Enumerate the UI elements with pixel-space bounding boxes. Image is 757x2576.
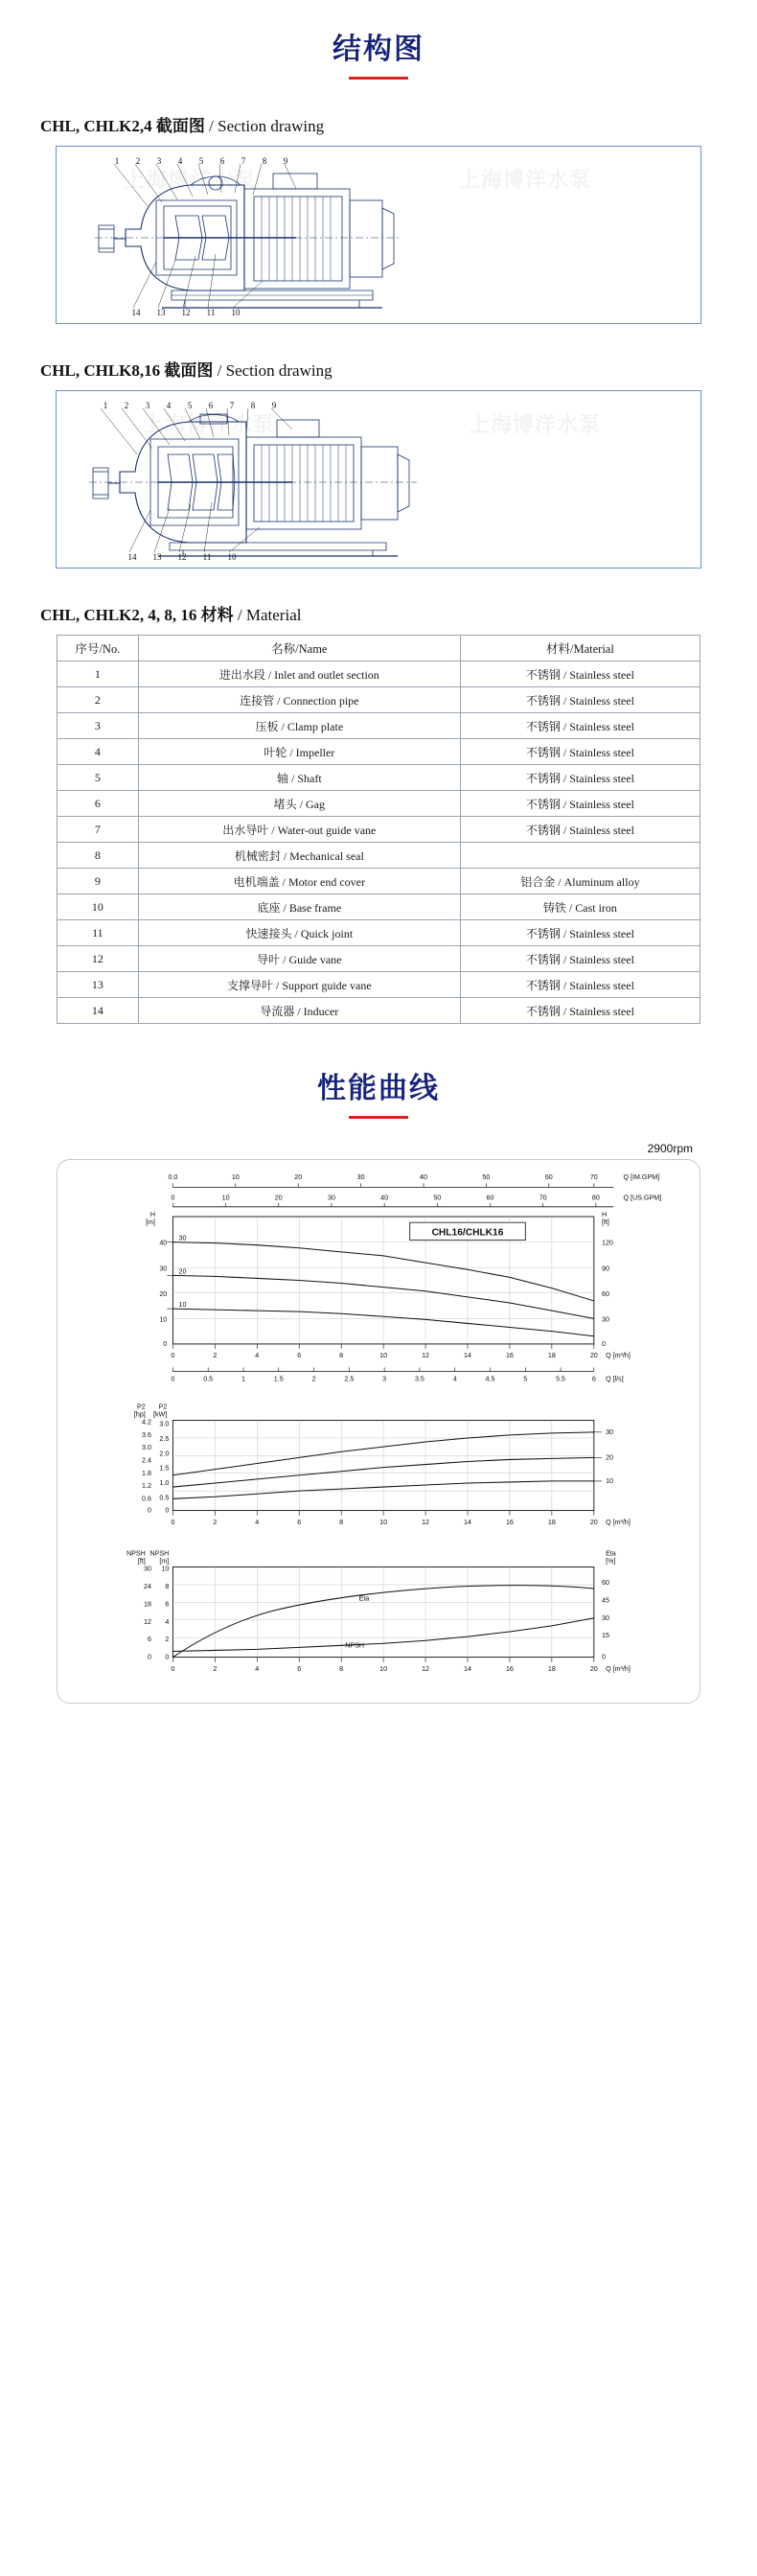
svg-text:4: 4 bbox=[165, 1618, 170, 1627]
svg-text:10: 10 bbox=[161, 1565, 170, 1573]
cell-no: 13 bbox=[57, 972, 139, 998]
svg-text:10: 10 bbox=[606, 1477, 614, 1485]
svg-text:2: 2 bbox=[213, 1518, 218, 1526]
section-title-structure: 结构图 bbox=[333, 34, 424, 65]
svg-text:2.0: 2.0 bbox=[159, 1450, 170, 1458]
pump-section-illustration-2 bbox=[57, 391, 700, 568]
cell-material: 不锈钢 / Stainless steel bbox=[460, 765, 700, 791]
cell-name: 进出水段 / Inlet and outlet section bbox=[138, 661, 460, 687]
svg-text:50: 50 bbox=[482, 1173, 491, 1182]
svg-text:40: 40 bbox=[159, 1239, 168, 1247]
svg-text:0: 0 bbox=[601, 1653, 606, 1661]
table-row bbox=[57, 765, 700, 791]
svg-text:0.5: 0.5 bbox=[159, 1494, 170, 1502]
svg-text:14: 14 bbox=[464, 1352, 471, 1360]
material-heading bbox=[40, 601, 757, 625]
drawing2-bottom-callouts: 14 13 12 11 10 bbox=[127, 552, 237, 562]
svg-text:0: 0 bbox=[165, 1506, 170, 1515]
svg-text:14: 14 bbox=[464, 1518, 471, 1526]
pump-section-illustration-1 bbox=[57, 147, 700, 323]
svg-text:24: 24 bbox=[143, 1583, 151, 1591]
drawing1-heading-en: / Section drawing bbox=[209, 117, 325, 135]
svg-text:[m]: [m] bbox=[146, 1218, 156, 1227]
cell-no: 9 bbox=[57, 869, 139, 894]
drawing2-heading-en: / Section drawing bbox=[217, 361, 333, 380]
svg-text:4: 4 bbox=[255, 1352, 260, 1360]
svg-text:20: 20 bbox=[159, 1289, 168, 1298]
cell-material: 不锈钢 / Stainless steel bbox=[460, 920, 700, 946]
cell-material: 不锈钢 / Stainless steel bbox=[460, 687, 700, 713]
svg-text:10: 10 bbox=[379, 1518, 388, 1526]
svg-text:6: 6 bbox=[297, 1665, 302, 1674]
section-drawing-chl2-4 bbox=[56, 146, 701, 324]
svg-text:Q [l/s]: Q [l/s] bbox=[606, 1375, 624, 1383]
drawing1-bottom-callouts: 14 13 12 11 10 bbox=[131, 308, 241, 317]
svg-text:30: 30 bbox=[327, 1194, 335, 1202]
svg-text:6: 6 bbox=[297, 1352, 302, 1360]
svg-text:30: 30 bbox=[606, 1427, 614, 1436]
table-row bbox=[57, 894, 700, 920]
svg-text:NPSH: NPSH bbox=[149, 1549, 170, 1558]
svg-text:60: 60 bbox=[544, 1173, 553, 1182]
section-drawing-chl8-16 bbox=[56, 390, 701, 569]
cell-name: 快速接头 / Quick joint bbox=[138, 920, 460, 946]
title-underline-2 bbox=[349, 1116, 408, 1119]
cell-name: 底座 / Base frame bbox=[138, 894, 460, 920]
cell-name: 导叶 / Guide vane bbox=[138, 946, 460, 972]
svg-text:20: 20 bbox=[589, 1352, 598, 1360]
svg-text:4.5: 4.5 bbox=[485, 1375, 495, 1383]
chart-model-label: CHL16/CHLK16 bbox=[431, 1227, 504, 1239]
svg-text:20: 20 bbox=[589, 1518, 598, 1526]
svg-text:45: 45 bbox=[601, 1596, 609, 1605]
svg-text:[ft]: [ft] bbox=[137, 1557, 146, 1566]
svg-text:0.6: 0.6 bbox=[141, 1495, 151, 1503]
svg-text:12: 12 bbox=[422, 1665, 430, 1674]
drawing2-heading-cn: CHL, CHLK8,16 截面图 bbox=[40, 361, 214, 380]
cell-no: 8 bbox=[57, 843, 139, 869]
svg-text:2: 2 bbox=[311, 1375, 316, 1383]
cell-name: 连接管 / Connection pipe bbox=[138, 687, 460, 713]
svg-text:12: 12 bbox=[422, 1352, 430, 1360]
svg-text:H: H bbox=[149, 1211, 156, 1219]
svg-text:70: 70 bbox=[589, 1173, 598, 1182]
cell-no: 11 bbox=[57, 920, 139, 946]
svg-text:30: 30 bbox=[356, 1173, 365, 1182]
svg-text:1.5: 1.5 bbox=[273, 1375, 284, 1383]
svg-text:30: 30 bbox=[159, 1265, 168, 1273]
cell-material: 不锈钢 / Stainless steel bbox=[460, 972, 700, 998]
watermark-2: 上海博洋水泵 bbox=[459, 168, 592, 192]
svg-text:3.6: 3.6 bbox=[141, 1430, 151, 1439]
svg-text:60: 60 bbox=[601, 1289, 609, 1298]
cell-material: 不锈钢 / Stainless steel bbox=[460, 998, 700, 1024]
svg-text:H: H bbox=[601, 1211, 608, 1219]
cell-name: 出水导叶 / Water-out guide vane bbox=[138, 817, 460, 843]
svg-text:1.5: 1.5 bbox=[159, 1464, 170, 1473]
table-row bbox=[57, 713, 700, 739]
material-table bbox=[57, 635, 700, 1024]
svg-text:6: 6 bbox=[591, 1375, 596, 1383]
cell-material: 铸铁 / Cast iron bbox=[460, 894, 700, 920]
table-row bbox=[57, 661, 700, 687]
svg-text:20: 20 bbox=[178, 1267, 187, 1276]
cell-material: 不锈钢 / Stainless steel bbox=[460, 791, 700, 817]
svg-text:2: 2 bbox=[213, 1352, 218, 1360]
svg-text:6: 6 bbox=[297, 1518, 302, 1526]
cell-name: 堵头 / Gag bbox=[138, 791, 460, 817]
svg-text:30: 30 bbox=[143, 1565, 151, 1573]
svg-text:4: 4 bbox=[255, 1518, 260, 1526]
svg-text:P2: P2 bbox=[137, 1403, 146, 1411]
svg-text:[%]: [%] bbox=[606, 1557, 616, 1566]
svg-text:18: 18 bbox=[547, 1518, 556, 1526]
svg-text:6: 6 bbox=[147, 1636, 151, 1644]
svg-text:[ft]: [ft] bbox=[601, 1218, 609, 1227]
svg-text:0.5: 0.5 bbox=[203, 1375, 214, 1383]
svg-text:[hp]: [hp] bbox=[133, 1410, 146, 1419]
cell-material bbox=[460, 843, 700, 869]
svg-text:16: 16 bbox=[505, 1352, 514, 1360]
svg-text:12: 12 bbox=[422, 1518, 430, 1526]
table-row bbox=[57, 687, 700, 713]
drawing2-heading bbox=[40, 357, 757, 381]
material-heading-en: / Material bbox=[237, 606, 302, 624]
svg-text:Eta: Eta bbox=[606, 1549, 616, 1558]
svg-text:8: 8 bbox=[165, 1583, 170, 1591]
cell-material: 铝合金 / Aluminum alloy bbox=[460, 869, 700, 894]
svg-text:3.5: 3.5 bbox=[414, 1375, 424, 1383]
page-footer-space bbox=[0, 1704, 757, 1742]
drawing2-top-callouts: 1 2 3 4 5 6 7 8 9 bbox=[103, 401, 277, 410]
svg-text:5.5: 5.5 bbox=[556, 1375, 566, 1383]
cell-name: 支撑导叶 / Support guide vane bbox=[138, 972, 460, 998]
col-no: 序号/No. bbox=[57, 636, 139, 661]
svg-text:6: 6 bbox=[165, 1600, 170, 1609]
table-row bbox=[57, 972, 700, 998]
watermark-1: 上海博洋水泵 bbox=[124, 168, 257, 192]
svg-text:10: 10 bbox=[379, 1352, 388, 1360]
table-row bbox=[57, 791, 700, 817]
svg-text:2.4: 2.4 bbox=[141, 1456, 151, 1465]
svg-text:10: 10 bbox=[221, 1194, 230, 1202]
table-row bbox=[57, 817, 700, 843]
cell-name: 机械密封 / Mechanical seal bbox=[138, 843, 460, 869]
cell-name: 叶轮 / Impeller bbox=[138, 739, 460, 765]
cell-name: 压板 / Clamp plate bbox=[138, 713, 460, 739]
svg-text:1.0: 1.0 bbox=[159, 1479, 170, 1488]
svg-text:1.2: 1.2 bbox=[141, 1482, 151, 1491]
svg-text:1: 1 bbox=[241, 1375, 245, 1383]
chart-npsh-eta bbox=[65, 1542, 692, 1688]
svg-text:NPSH: NPSH bbox=[126, 1549, 146, 1558]
svg-text:P2: P2 bbox=[158, 1403, 168, 1411]
svg-text:Q [m³/h]: Q [m³/h] bbox=[606, 1518, 631, 1526]
svg-text:18: 18 bbox=[547, 1352, 556, 1360]
svg-text:Q [m³/h]: Q [m³/h] bbox=[606, 1665, 631, 1674]
cell-no: 6 bbox=[57, 791, 139, 817]
svg-text:0: 0 bbox=[147, 1653, 151, 1661]
svg-text:0: 0 bbox=[147, 1506, 151, 1515]
table-row bbox=[57, 946, 700, 972]
svg-text:60: 60 bbox=[486, 1194, 494, 1202]
table-header-row bbox=[57, 636, 700, 661]
svg-text:14: 14 bbox=[464, 1665, 471, 1674]
svg-text:NPSH: NPSH bbox=[345, 1641, 365, 1650]
chart-power-curves bbox=[65, 1395, 692, 1542]
watermark-4: 上海博洋水泵 bbox=[469, 412, 602, 436]
table-row bbox=[57, 739, 700, 765]
svg-text:2: 2 bbox=[213, 1665, 218, 1674]
drawing1-heading bbox=[40, 112, 757, 136]
svg-text:50: 50 bbox=[433, 1194, 442, 1202]
svg-text:18: 18 bbox=[547, 1665, 556, 1674]
svg-text:40: 40 bbox=[420, 1173, 427, 1182]
svg-text:30: 30 bbox=[178, 1234, 187, 1242]
svg-text:18: 18 bbox=[143, 1600, 151, 1609]
svg-text:8: 8 bbox=[339, 1518, 344, 1526]
cell-name: 导流器 / Inducer bbox=[138, 998, 460, 1024]
svg-text:12: 12 bbox=[143, 1618, 151, 1627]
svg-text:4: 4 bbox=[452, 1375, 457, 1383]
cell-material: 不锈钢 / Stainless steel bbox=[460, 739, 700, 765]
table-row bbox=[57, 998, 700, 1024]
svg-text:8: 8 bbox=[339, 1665, 344, 1674]
svg-text:3: 3 bbox=[382, 1375, 387, 1383]
svg-text:[kW]: [kW] bbox=[152, 1410, 168, 1419]
svg-text:40: 40 bbox=[380, 1194, 389, 1202]
svg-text:20: 20 bbox=[589, 1665, 598, 1674]
cell-no: 2 bbox=[57, 687, 139, 713]
title-underline-1 bbox=[349, 77, 408, 80]
cell-no: 10 bbox=[57, 894, 139, 920]
cell-material: 不锈钢 / Stainless steel bbox=[460, 661, 700, 687]
drawing1-top-callouts: 1 2 3 4 5 6 7 8 9 bbox=[114, 156, 288, 166]
svg-text:60: 60 bbox=[601, 1579, 609, 1588]
svg-text:15: 15 bbox=[601, 1632, 609, 1640]
col-name: 名称/Name bbox=[138, 636, 460, 661]
svg-text:10: 10 bbox=[178, 1301, 187, 1310]
svg-text:16: 16 bbox=[505, 1518, 514, 1526]
cell-no: 4 bbox=[57, 739, 139, 765]
cell-no: 12 bbox=[57, 946, 139, 972]
performance-section bbox=[57, 1142, 700, 1704]
svg-text:[m]: [m] bbox=[159, 1557, 170, 1566]
svg-text:2.5: 2.5 bbox=[344, 1375, 355, 1383]
svg-text:30: 30 bbox=[601, 1315, 609, 1324]
svg-text:70: 70 bbox=[539, 1194, 547, 1202]
cell-no: 3 bbox=[57, 713, 139, 739]
svg-text:30: 30 bbox=[601, 1614, 609, 1623]
svg-text:120: 120 bbox=[601, 1239, 613, 1247]
svg-text:2: 2 bbox=[165, 1636, 170, 1644]
cell-no: 14 bbox=[57, 998, 139, 1024]
svg-text:Q [m³/h]: Q [m³/h] bbox=[606, 1352, 631, 1360]
chart-head-curves bbox=[65, 1170, 692, 1395]
svg-text:10: 10 bbox=[231, 1173, 240, 1182]
cell-material: 不锈钢 / Stainless steel bbox=[460, 713, 700, 739]
svg-text:16: 16 bbox=[505, 1665, 514, 1674]
cell-no: 1 bbox=[57, 661, 139, 687]
svg-text:3.0: 3.0 bbox=[141, 1444, 151, 1452]
svg-text:0: 0 bbox=[165, 1653, 170, 1661]
svg-text:0: 0 bbox=[171, 1194, 175, 1202]
svg-text:5: 5 bbox=[523, 1375, 528, 1383]
table-row bbox=[57, 843, 700, 869]
svg-text:80: 80 bbox=[591, 1194, 600, 1202]
svg-text:1.8: 1.8 bbox=[141, 1469, 151, 1477]
svg-text:3.0: 3.0 bbox=[159, 1420, 170, 1428]
svg-text:0: 0 bbox=[171, 1375, 175, 1383]
svg-text:90: 90 bbox=[601, 1265, 609, 1273]
cell-name: 电机端盖 / Motor end cover bbox=[138, 869, 460, 894]
svg-text:0: 0 bbox=[163, 1339, 168, 1348]
section-title-performance: 性能曲线 bbox=[317, 1073, 440, 1104]
svg-text:10: 10 bbox=[379, 1665, 388, 1674]
cell-no: 5 bbox=[57, 765, 139, 791]
svg-text:0: 0 bbox=[171, 1352, 175, 1360]
table-row bbox=[57, 920, 700, 946]
cell-material: 不锈钢 / Stainless steel bbox=[460, 946, 700, 972]
rpm-label: 2900rpm bbox=[647, 1142, 693, 1155]
watermark-3: 上海博洋水泵 bbox=[143, 412, 276, 436]
svg-text:0.0: 0.0 bbox=[168, 1173, 178, 1182]
svg-text:2.5: 2.5 bbox=[159, 1435, 170, 1444]
svg-text:20: 20 bbox=[606, 1453, 614, 1462]
svg-text:4: 4 bbox=[255, 1665, 260, 1674]
svg-text:0: 0 bbox=[171, 1665, 175, 1674]
material-heading-cn: CHL, CHLK2, 4, 8, 16 材料 bbox=[40, 606, 234, 624]
col-mat: 材料/Material bbox=[460, 636, 700, 661]
table-row bbox=[57, 869, 700, 894]
drawing1-heading-cn: CHL, CHLK2,4 截面图 bbox=[40, 117, 205, 135]
svg-text:10: 10 bbox=[159, 1315, 168, 1324]
cell-no: 7 bbox=[57, 817, 139, 843]
svg-text:20: 20 bbox=[274, 1194, 283, 1202]
svg-text:Q [IM.GPM]: Q [IM.GPM] bbox=[623, 1173, 660, 1182]
svg-text:20: 20 bbox=[294, 1173, 303, 1182]
svg-text:Eta: Eta bbox=[358, 1594, 370, 1603]
svg-text:4.2: 4.2 bbox=[141, 1418, 151, 1427]
performance-chart-box bbox=[57, 1159, 700, 1704]
svg-text:0: 0 bbox=[601, 1339, 606, 1348]
svg-text:8: 8 bbox=[339, 1352, 344, 1360]
svg-text:0: 0 bbox=[171, 1518, 175, 1526]
svg-text:Q [US.GPM]: Q [US.GPM] bbox=[623, 1194, 662, 1202]
cell-name: 轴 / Shaft bbox=[138, 765, 460, 791]
cell-material: 不锈钢 / Stainless steel bbox=[460, 817, 700, 843]
